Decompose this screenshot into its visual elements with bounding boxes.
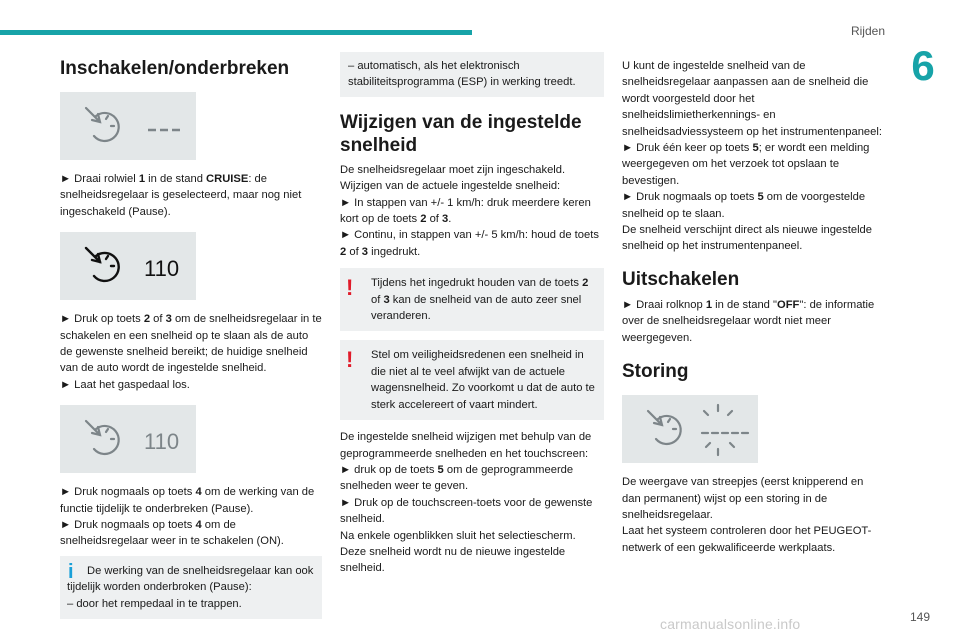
info-note [60,556,322,619]
cruise-pause-indicator [60,92,196,160]
column-1 [60,52,322,619]
paragraph-step-3: ► Druk nogmaals op toets 4 om de werking van de functie tijdelijk te onderbreken (Pause). [60,486,315,515]
cruise-paused-indicator [60,405,196,473]
paragraph-modify-intro: Wijzigen van de actuele ingestelde snelheid: [340,180,561,193]
paragraph-selection-close: Na enkele ogenblikken sluit het selectiescherm. Deze snelheid wordt nu de nieuwe ingestelde snelheid. [340,529,576,575]
paragraph-step-press-5-again: ► Druk nogmaals op toets 5 om de voorgestelde snelheid op te slaan. [622,191,866,220]
heading-uitschakelen: Uitschakelen [622,268,740,290]
cruise-active-indicator [60,232,196,300]
chapter-number: 6 [911,42,935,89]
paragraph-speed-advice: U kunt de ingestelde snelheid van de snelheidsregelaar aanpassen aan de snelheid die wordt voorgesteld door het snelheidslimietherkennings- en snelheidsadviessysteem op het instrumentenpaneel: [622,60,882,138]
paragraph-requirement: De snelheidsregelaar moet zijn ingeschakeld. [340,163,566,176]
header-accent-bar [0,30,472,35]
paragraph-step-hold: ► Continu, in stappen van +/- 5 km/h: houd de toets 2 of 3 ingedrukt. [340,229,599,258]
heading-storing: Storing [622,361,689,383]
speedometer-paused-icon [60,405,196,473]
info-note-line2: – door het rempedaal in te trappen. [67,597,242,610]
warning-note-1 [340,268,604,331]
page-number: 149 [909,610,930,624]
column-3 [622,52,884,556]
paragraph-turn-off: ► Draai rolknop 1 in de stand "OFF": de informatie over de snelheidsregelaar wordt niet meer weergegeven. [622,298,875,344]
paragraph-step-1: ► Draai rolwiel 1 in de stand CRUISE: de snelheidsregelaar is geselecteerd, maar nog niet ingeschakeld (Pause). [60,173,302,218]
warning-icon: ! [346,275,354,301]
speed-value-active: 110 [144,256,180,282]
paragraph-step-short-press: ► In stappen van +/- 1 km/h: druk meerdere keren kort op de toets 2 of 3. [340,196,591,226]
paragraph-step-press-5: ► Druk één keer op toets 5; er wordt een melding weergegeven om het verzoek tot opslaan te bevestigen. [622,142,870,187]
warning-note-2 [340,340,604,420]
paragraph-fault-action: Laat het systeem controleren door het PEUGEOT-netwerk of een gekwalificeerde werkplaats. [622,525,872,554]
paragraph-step-touch: ► Druk op de touchscreen-toets voor de gewenste snelheid. [340,496,593,526]
cruise-fault-indicator [622,395,758,463]
esp-note [340,52,604,97]
heading-wijzigen: Wijzigen van de ingestelde snelheid [340,111,582,156]
warning-note-1-text: Tijdens het ingedrukt houden van de toets 2 of 3 kan de snelheid van de auto zeer snel veranderen. [371,277,589,323]
info-note-text: De werking van de snelheidsregelaar kan ook tijdelijk worden onderbroken (Pause): [67,564,314,594]
esp-note-text: – automatisch, als het elektronisch stabiliteitsprogramma (ESP) in werking treedt. [348,60,576,89]
heading-inschakelen: Inschakelen/onderbreken [60,58,290,79]
speedometer-icon [60,92,196,160]
watermark: carmanualsonline.info [660,616,801,632]
info-icon: i [68,560,74,583]
paragraph-fault-description: De weergave van streepjes (eerst knipperend en dan permanent) wijst op een storing in de snelheidsregelaar. [622,476,864,521]
paragraph-touchscreen-intro: De ingestelde snelheid wijzigen met behulp van de geprogrammeerde snelheden en het touchscreen: [340,431,592,460]
paragraph-step-2b: ► Laat het gaspedaal los. [60,378,190,391]
speedometer-active-icon [60,232,196,300]
section-title: Rijden [850,24,885,38]
paragraph-step-2: ► Druk op toets 2 of 3 om de snelheidsregelaar in te schakelen en een snelheid op te slaan als de auto de gewenste snelheid bereikt; de huidige snelheid van de auto wordt de ingestelde snelheid. [60,313,322,375]
warning-note-2-text: Stel om veiligheidsredenen een snelheid in die niet al te veel afwijkt van de actuele wagensnelheid. Zo voorkomt u dat de auto te sterk accelereert of vaart mindert. [371,349,595,411]
paragraph-step-3b: ► Druk nogmaals op toets 4 om de snelheidsregelaar weer in te schakelen (ON). [60,519,284,548]
warning-icon: ! [346,347,354,373]
speed-value-paused: 110 [144,429,180,455]
paragraph-new-speed: De snelheid verschijnt direct als nieuwe ingestelde snelheid op het instrumentenpaneel. [622,224,872,253]
speedometer-fault-icon [622,395,758,463]
column-2 [340,52,604,577]
paragraph-step-show-speeds: ► druk op de toets 5 om de geprogrammeerde snelheden weer te geven. [340,463,574,493]
